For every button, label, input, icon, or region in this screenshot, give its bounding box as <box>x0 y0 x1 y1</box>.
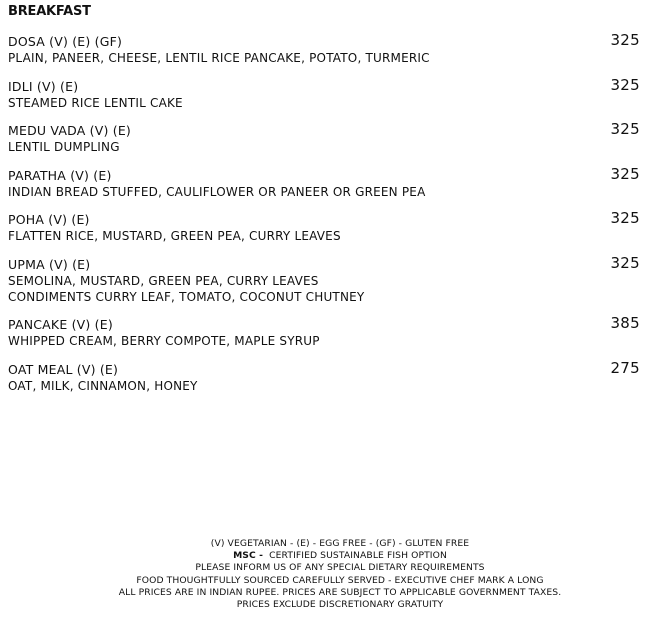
msc-text: CERTIFIED SUSTAINABLE FISH OPTION <box>269 550 447 562</box>
menu-item-description: SEMOLINA, MUSTARD, GREEN PEA, CURRY LEAVES <box>8 274 319 288</box>
menu-item-price: 325 <box>610 254 640 272</box>
menu-item-name: OAT MEAL (V) (E) <box>8 362 119 377</box>
menu-item-price: 325 <box>610 76 640 94</box>
msc-note <box>0 550 650 562</box>
menu-item-name: PARATHA (V) (E) <box>8 168 112 183</box>
menu-item-price: 325 <box>610 165 640 183</box>
menu-item-dosa <box>8 31 640 66</box>
sourcing-note: FOOD THOUGHTFULLY SOURCED CAREFULLY SERVED - EXECUTIVE CHEF MARK A LONG <box>136 574 544 586</box>
menu-item-name: IDLI (V) (E) <box>8 79 79 94</box>
menu-item-name: PANCAKE (V) (E) <box>8 317 113 332</box>
gratuity-note: PRICES EXCLUDE DISCRETIONARY GRATUITY <box>236 599 444 611</box>
menu-item-paratha <box>8 165 640 200</box>
menu-item-name: DOSA (V) (E) (GF) <box>8 34 123 49</box>
menu-item-poha <box>8 209 640 244</box>
menu-item-oat-meal <box>8 359 640 394</box>
menu-item-description: WHIPPED CREAM, BERRY COMPOTE, MAPLE SYRUP <box>8 334 320 348</box>
menu-item-idli <box>8 76 640 111</box>
menu-item-price: 325 <box>610 31 640 49</box>
menu-item-name: MEDU VADA (V) (E) <box>8 123 131 138</box>
menu-item-price: 325 <box>610 120 640 138</box>
menu-item-name: POHA (V) (E) <box>8 212 90 227</box>
dietary-legend: (V) VEGETARIAN - (E) - EGG FREE - (GF) - GLUTEN FREE <box>210 538 470 549</box>
menu-footer <box>0 538 650 611</box>
menu-item-description: INDIAN BREAD STUFFED, CAULIFLOWER OR PANEER OR GREEN PEA <box>8 185 426 199</box>
menu-item-name: UPMA (V) (E) <box>8 257 91 272</box>
menu-item-description: LENTIL DUMPLING <box>8 140 120 154</box>
menu-item-description: STEAMED RICE LENTIL CAKE <box>8 96 183 110</box>
menu-item-description: FLATTEN RICE, MUSTARD, GREEN PEA, CURRY LEAVES <box>8 229 341 243</box>
menu-item-pancake <box>8 314 640 349</box>
menu-item-description: OAT, MILK, CINNAMON, HONEY <box>8 379 198 393</box>
menu-section-heading: BREAKFAST <box>8 4 91 19</box>
menu-item-price: 275 <box>610 359 640 377</box>
menu-item-upma <box>8 254 640 305</box>
menu-item-price: 385 <box>610 314 640 332</box>
menu-item-condiments: CONDIMENTS CURRY LEAF, TOMATO, COCONUT CHUTNEY <box>8 290 365 304</box>
menu-item-medu-vada <box>8 120 640 155</box>
currency-note: ALL PRICES ARE IN INDIAN RUPEE. PRICES ARE SUBJECT TO APPLICABLE GOVERNMENT TAXES. <box>118 586 562 598</box>
dietary-requirements-note: PLEASE INFORM US OF ANY SPECIAL DIETARY REQUIREMENTS <box>195 562 485 574</box>
menu-item-description: PLAIN, PANEER, CHEESE, LENTIL RICE PANCAKE, POTATO, TURMERIC <box>8 51 430 65</box>
msc-label: MSC - <box>233 550 264 562</box>
menu-item-price: 325 <box>610 209 640 227</box>
